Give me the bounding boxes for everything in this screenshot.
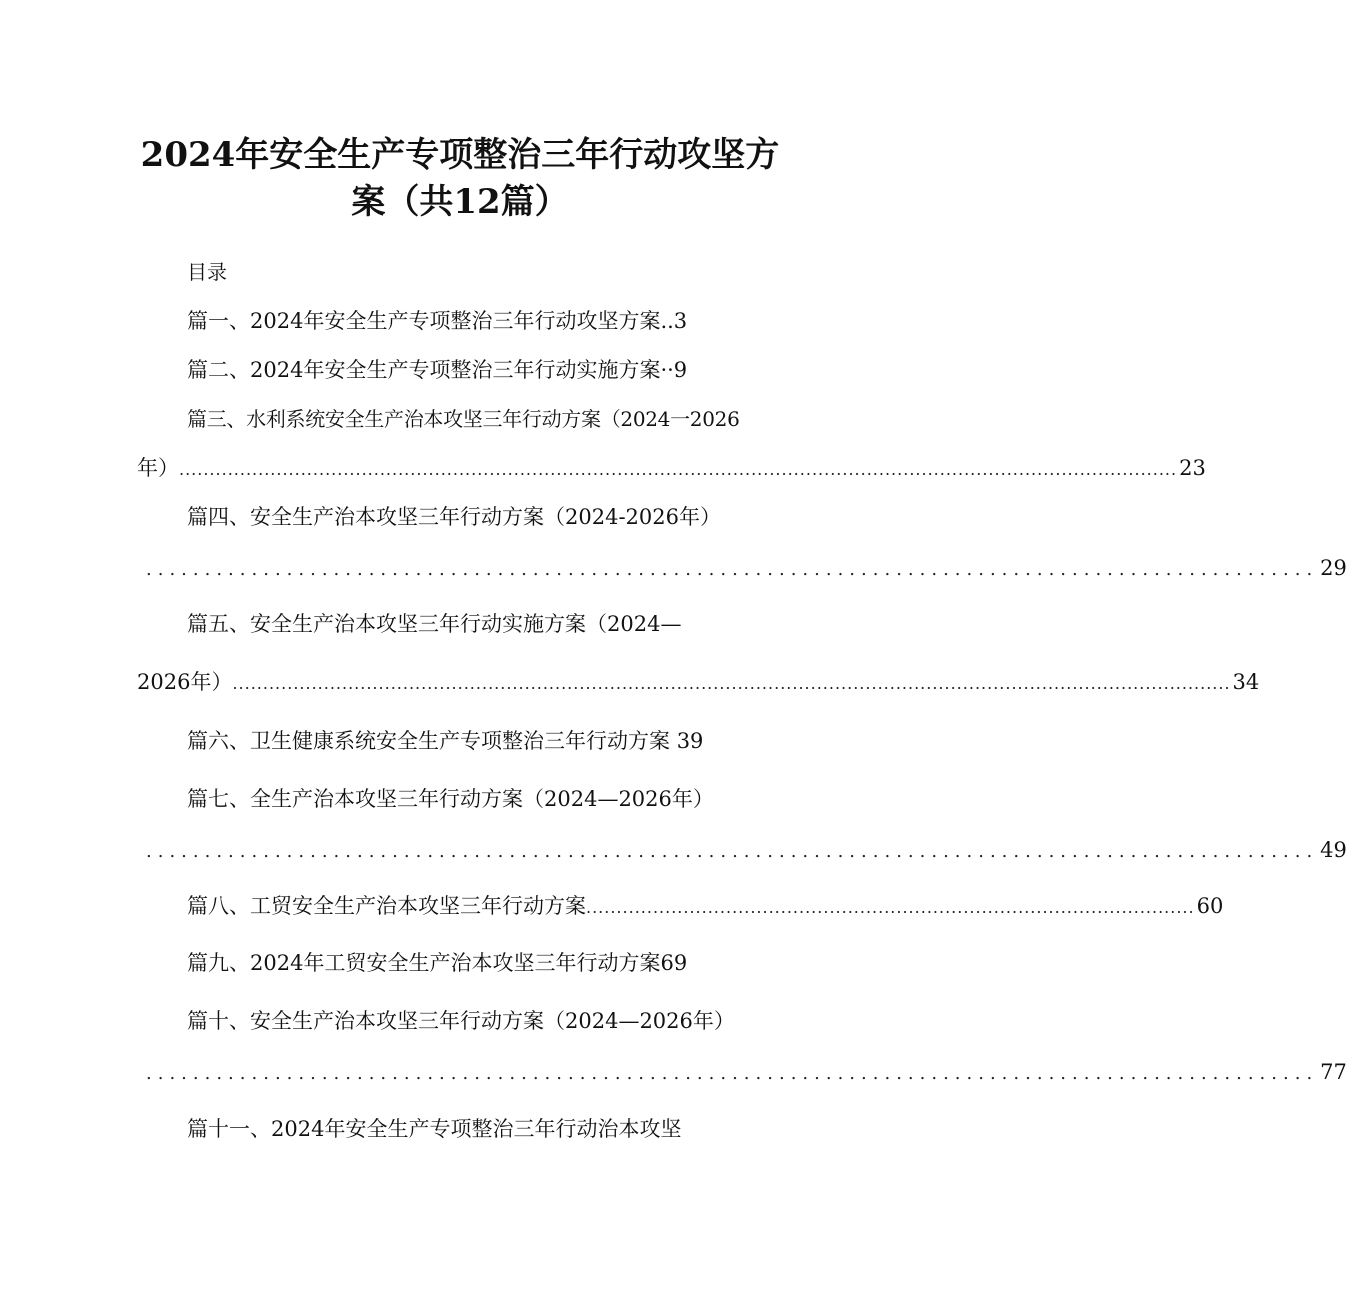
toc-entry-6-page: 39 bbox=[676, 729, 704, 753]
leader-dots: .................................................................................................... bbox=[146, 1063, 1319, 1084]
toc-entry-5-page: 34 bbox=[1232, 670, 1260, 694]
toc-entry-8-page: 60 bbox=[1196, 894, 1224, 918]
leader-dots: .................................................................................................... bbox=[586, 898, 1195, 917]
toc-entry-3[interactable]: 篇三、水利系统安全生产治本攻坚三年行动方案（2024一2026 bbox=[187, 407, 740, 431]
leader-dots: .................................................................................................................................................................... bbox=[232, 674, 1231, 693]
toc-entry-8[interactable] bbox=[187, 891, 1224, 923]
toc-entry-4-leader[interactable] bbox=[146, 553, 1347, 585]
toc-entry-10-page: 77 bbox=[1320, 1060, 1347, 1084]
toc-entry-6-text: 篇六、卫生健康系统安全生产专项整治三年行动方案 bbox=[187, 729, 670, 753]
toc-heading: 目录 bbox=[187, 260, 227, 284]
leader-dots: .................................................................................................... bbox=[146, 559, 1319, 580]
toc-entry-11[interactable]: 篇十一、2024年安全生产专项整治三年行动治本攻坚 bbox=[187, 1117, 682, 1141]
toc-entry-1[interactable] bbox=[187, 306, 687, 336]
document-title-line-2: 案（共12篇） bbox=[351, 182, 569, 222]
toc-entry-5[interactable]: 篇五、安全生产治本攻坚三年行动实施方案（2024— bbox=[187, 612, 682, 636]
leader-dots: .................................................................................................... bbox=[146, 841, 1319, 862]
toc-entry-5-cont-text: 2026年） bbox=[137, 670, 233, 694]
document-title-line-1: 2024年安全生产专项整治三年行动攻坚方 bbox=[140, 135, 780, 175]
toc-entry-7-leader[interactable] bbox=[146, 835, 1347, 867]
toc-entry-3-cont-text: 年） bbox=[137, 456, 179, 480]
toc-entry-9[interactable] bbox=[187, 948, 687, 978]
toc-entry-3-page: 23 bbox=[1179, 456, 1206, 480]
toc-entry-3-continuation[interactable] bbox=[137, 453, 1206, 485]
toc-entry-2-text: 篇二、2024年安全生产专项整治三年行动实施方案·· bbox=[187, 358, 674, 382]
toc-entry-2-page: 9 bbox=[673, 358, 688, 382]
toc-entry-9-text: 篇九、2024年工贸安全生产治本攻坚三年行动方案 bbox=[187, 951, 661, 975]
toc-entry-7[interactable]: 篇七、全生产治本攻坚三年行动方案（2024—2026年） bbox=[187, 787, 714, 811]
toc-entry-10[interactable]: 篇十、安全生产治本攻坚三年行动方案（2024—2026年） bbox=[187, 1009, 735, 1033]
leader-dots: .................................................................................................................................................................... bbox=[179, 460, 1178, 479]
toc-entry-2[interactable] bbox=[187, 355, 687, 385]
toc-entry-1-page: 3 bbox=[673, 309, 688, 333]
toc-entry-10-leader[interactable] bbox=[146, 1057, 1347, 1089]
toc-entry-6[interactable] bbox=[187, 726, 703, 756]
toc-entry-9-page: 69 bbox=[660, 951, 688, 975]
toc-entry-7-page: 49 bbox=[1320, 838, 1347, 862]
toc-entry-8-text: 篇八、工贸安全生产治本攻坚三年行动方案 bbox=[187, 894, 586, 918]
toc-entry-4[interactable]: 篇四、安全生产治本攻坚三年行动方案（2024-2026年） bbox=[187, 505, 721, 529]
toc-entry-5-continuation[interactable] bbox=[137, 667, 1260, 699]
toc-entry-1-text: 篇一、2024年安全生产专项整治三年行动攻坚方案.. bbox=[187, 309, 674, 333]
toc-entry-4-page: 29 bbox=[1320, 556, 1347, 580]
